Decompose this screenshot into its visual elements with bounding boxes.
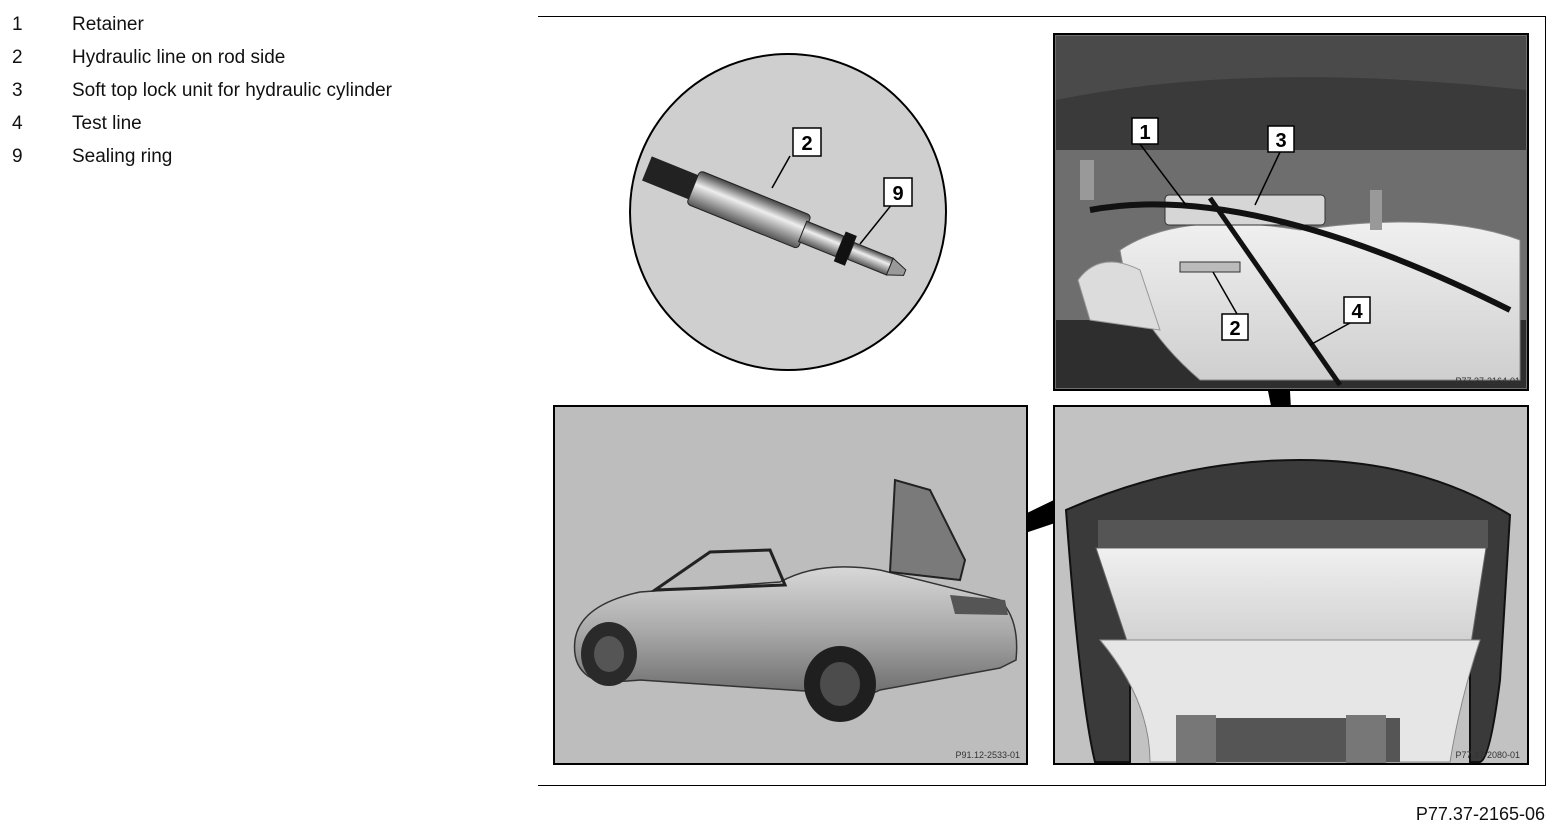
- legend-label: Soft top lock unit for hydraulic cylinder: [72, 79, 392, 101]
- svg-text:3: 3: [1275, 130, 1287, 152]
- svg-text:9: 9: [892, 183, 904, 205]
- svg-text:2: 2: [1229, 318, 1241, 340]
- callout-2-detail: [1222, 314, 1248, 340]
- callout-2: [793, 128, 821, 156]
- legend-number: 2: [12, 46, 23, 68]
- vehicle-overview-panel: [554, 406, 1027, 764]
- trunk-lid-panel: [1054, 406, 1528, 764]
- legend-label: Sealing ring: [72, 145, 173, 167]
- callout-9: [884, 178, 912, 206]
- legend-label: Retainer: [72, 13, 144, 35]
- legend-number: 1: [12, 13, 23, 35]
- svg-text:P77.37-2080-01: P77.37-2080-01: [1455, 750, 1520, 760]
- svg-text:P91.12-2533-01: P91.12-2533-01: [955, 750, 1020, 760]
- legend-number: 9: [12, 145, 23, 167]
- legend-label: Hydraulic line on rod side: [72, 46, 286, 68]
- callout-4: [1344, 297, 1370, 323]
- legend-number: 3: [12, 79, 23, 101]
- svg-text:P77.37-2164-01: P77.37-2164-01: [1455, 376, 1520, 386]
- callout-1: [1132, 118, 1158, 144]
- callout-3: [1268, 126, 1294, 152]
- legend-label: Test line: [72, 112, 142, 134]
- legend-number: 4: [12, 112, 23, 134]
- figure-code: P77.37-2165-06: [1415, 804, 1545, 824]
- hydraulic-line-detail-circle: [630, 54, 946, 370]
- detail-photo-panel: [1054, 34, 1528, 390]
- svg-text:4: 4: [1351, 301, 1363, 323]
- svg-text:1: 1: [1139, 122, 1151, 144]
- svg-text:2: 2: [801, 133, 813, 155]
